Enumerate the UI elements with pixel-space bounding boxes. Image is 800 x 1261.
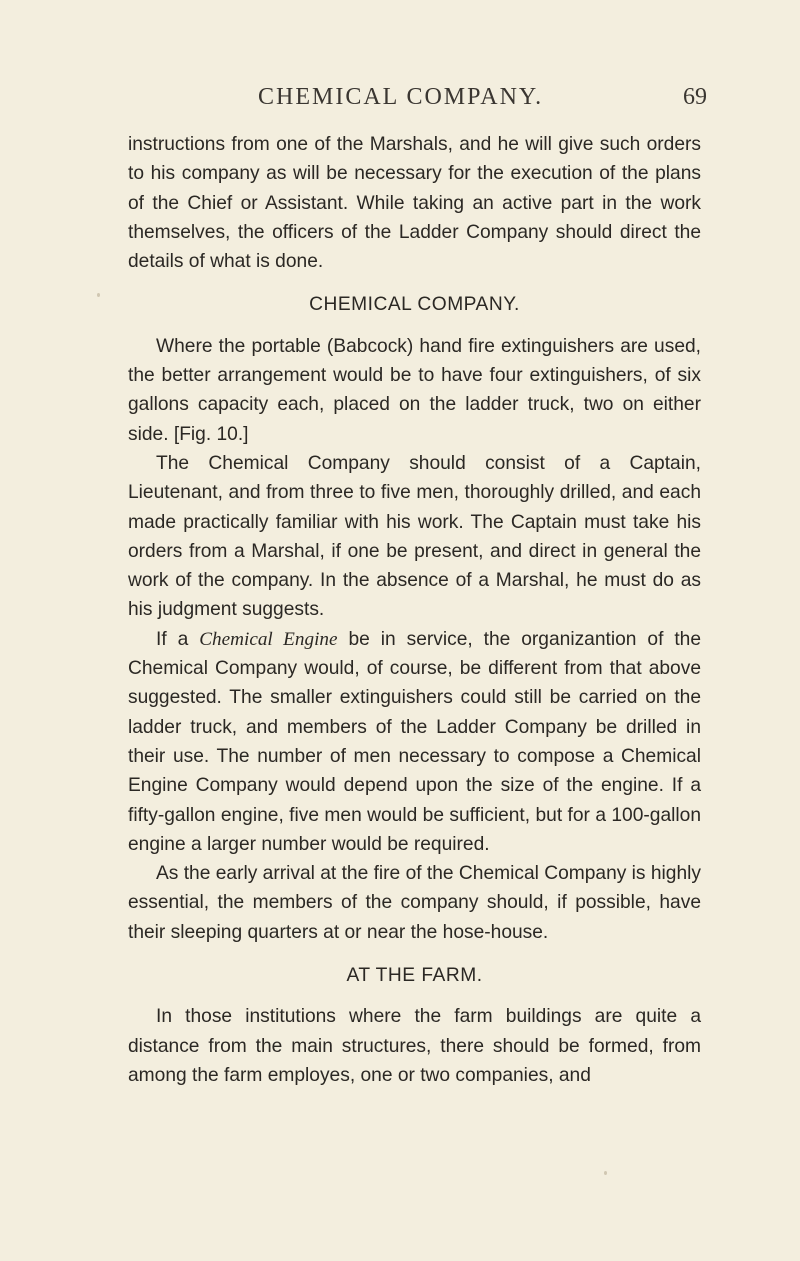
paragraph-chemical-engine-rest: be in service, the organizantion of the Chemical Company would, of course, be different from that above suggested. The smaller extinguishers could still be carried on the ladder truck, and members of the Ladder Company be drilled in their use. The number of men necessary to compose a Chemical Engine Company would depend upon the size of the engine. If a fifty-gallon engine, five men would be sufficient, but for a 100-gallon engine a larger number would be required. <box>128 628 702 855</box>
italic-term: Chemical Engine <box>199 628 338 650</box>
paper-speck <box>97 293 100 297</box>
page-number: 69 <box>683 84 707 110</box>
spacer <box>128 947 701 961</box>
paragraph-chemical-engine <box>128 625 701 859</box>
paragraph-extinguishers: Where the portable (Babcock) hand fire extinguishers are used, the better arrangement would be to have four extinguishers, of six gallons capacity each, placed on the ladder truck, two on either side. [Fig. 10.] <box>128 335 701 445</box>
paragraph-early-arrival: As the early arrival at the fire of the Chemical Company is highly essential, the members of the company should, if possible, have their sleeping quarters at or near the hose-house. <box>128 863 701 943</box>
spacer <box>128 276 701 290</box>
paragraph-company-composition: The Chemical Company should consist of a Captain, Lieutenant, and from three to five men, thoroughly drilled, and each made practically familiar with his work. The Captain must take his orders from a Marshal, if one be present, and direct in general the work of the company. In the absence of a Marshal, he must do as his judgment suggests. <box>128 452 701 621</box>
spacer <box>128 990 701 1002</box>
running-title: CHEMICAL COMPANY. <box>258 84 544 110</box>
section-heading-chemical-company: CHEMICAL COMPANY. <box>309 294 520 316</box>
paper-speck <box>604 1171 607 1175</box>
paragraph-farm: In those institutions where the farm buildings are quite a distance from the main structures, there should be formed, from among the farm employes, one or two companies, and <box>128 1006 701 1086</box>
spacer <box>128 320 701 332</box>
body-text <box>128 130 701 1090</box>
paragraph-chemical-engine-lead: If a <box>156 628 200 650</box>
paragraph-continued: instructions from one of the Marshals, and he will give such orders to his company as will be necessary for the execution of the plans of the Chief or Assistant. While taking an active part in the work themselves, the officers of the Ladder Company should direct the details of what is done. <box>128 134 701 273</box>
running-head <box>0 78 800 118</box>
section-heading-at-the-farm: AT THE FARM. <box>346 965 483 987</box>
